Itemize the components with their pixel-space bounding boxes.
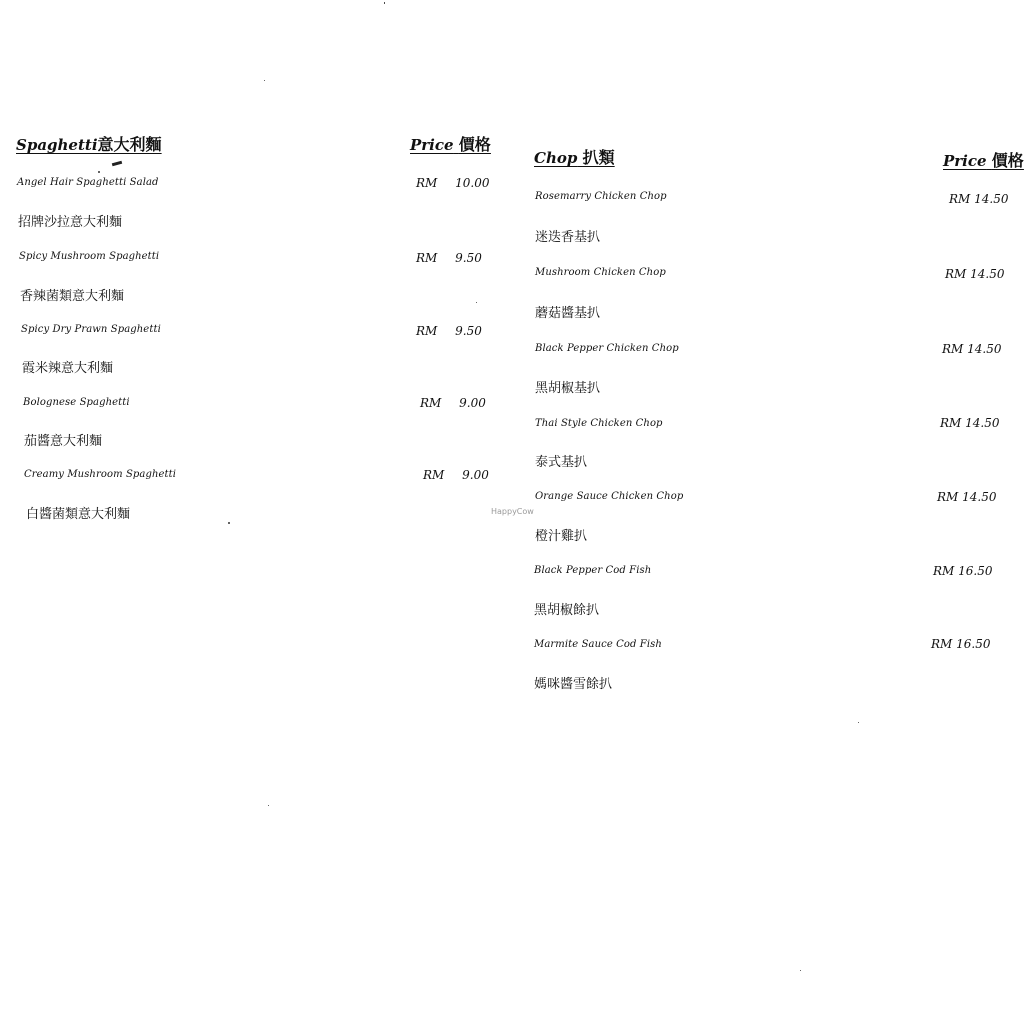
chop-item-name-zh: 迷迭香基扒 [535, 230, 601, 245]
spaghetti-item-name-en: Bolognese Spaghetti [23, 397, 130, 408]
chop-item-name-en: Rosemarry Chicken Chop [535, 191, 667, 202]
chop-item-name-en: Black Pepper Cod Fish [534, 565, 652, 576]
spaghetti-item-name-zh: 香辣菌類意大利麵 [20, 289, 125, 304]
spaghetti-item-price: RM 9.00 [423, 468, 489, 482]
ink-speck [476, 302, 477, 303]
chop-item-name-zh: 蘑菇醬基扒 [535, 306, 601, 321]
chop-item-price: RM 14.50 [940, 416, 1000, 430]
chop-heading-zh: 扒類 [582, 148, 615, 167]
chop-item-name-zh: 黑胡椒餘扒 [534, 603, 600, 618]
ink-speck [858, 722, 859, 723]
spaghetti-item-name-zh: 招牌沙拉意大利麵 [18, 215, 123, 230]
spaghetti-heading-en: Spaghetti [16, 136, 98, 154]
spaghetti-item-name-zh: 霞米辣意大利麵 [22, 361, 114, 376]
chop-price-heading [943, 148, 1024, 171]
chop-item-name-zh: 媽咪醬雪餘扒 [534, 677, 613, 692]
spaghetti-item-name-en: Creamy Mushroom Spaghetti [24, 469, 177, 480]
chop-heading [534, 145, 615, 168]
spaghetti-item-name-en: Angel Hair Spaghetti Salad [17, 177, 159, 188]
chop-item-name-zh: 橙汁雞扒 [535, 529, 588, 544]
chop-item-name-zh: 黑胡椒基扒 [535, 381, 601, 396]
spaghetti-item-price: RM 9.00 [420, 396, 486, 410]
chop-price-heading-zh: 價格 [991, 151, 1024, 170]
spaghetti-price-heading-zh: 價格 [458, 135, 491, 154]
ink-speck [268, 805, 269, 806]
ink-speck [264, 80, 265, 81]
chop-item-name-en: Thai Style Chicken Chop [535, 418, 663, 429]
chop-item-name-en: Mushroom Chicken Chop [535, 267, 666, 278]
ink-mark [112, 161, 122, 166]
ink-speck [98, 171, 100, 173]
chop-item-name-en: Orange Sauce Chicken Chop [535, 491, 684, 502]
ink-speck [800, 970, 801, 971]
chop-item-name-en: Black Pepper Chicken Chop [535, 343, 679, 354]
chop-item-price: RM 16.50 [931, 637, 991, 651]
spaghetti-price-heading [410, 132, 491, 155]
spaghetti-item-name-zh: 茄醬意大利麵 [24, 434, 103, 449]
spaghetti-item-price: RM 9.50 [416, 251, 482, 265]
ink-speck [384, 2, 385, 4]
chop-item-price: RM 14.50 [942, 342, 1002, 356]
spaghetti-price-heading-en: Price [410, 136, 454, 154]
chop-item-price: RM 14.50 [945, 267, 1005, 281]
spaghetti-item-name-en: Spicy Mushroom Spaghetti [19, 251, 160, 262]
spaghetti-item-name-zh: 白醬菌類意大利麵 [26, 507, 131, 522]
ink-speck [228, 522, 230, 524]
chop-item-price: RM 16.50 [933, 564, 993, 578]
spaghetti-heading [16, 132, 162, 155]
chop-item-name-zh: 泰式基扒 [535, 455, 588, 470]
spaghetti-item-price: RM 9.50 [416, 324, 482, 338]
chop-item-name-en: Marmite Sauce Cod Fish [534, 639, 662, 650]
spaghetti-item-price: RM 10.00 [416, 176, 490, 190]
chop-item-price: RM 14.50 [949, 192, 1009, 206]
chop-item-price: RM 14.50 [937, 490, 997, 504]
spaghetti-item-name-en: Spicy Dry Prawn Spaghetti [21, 324, 161, 335]
chop-heading-en: Chop [534, 149, 578, 167]
chop-price-heading-en: Price [943, 152, 987, 170]
watermark-text: HappyCow [491, 507, 534, 516]
spaghetti-heading-zh: 意大利麵 [97, 135, 162, 154]
